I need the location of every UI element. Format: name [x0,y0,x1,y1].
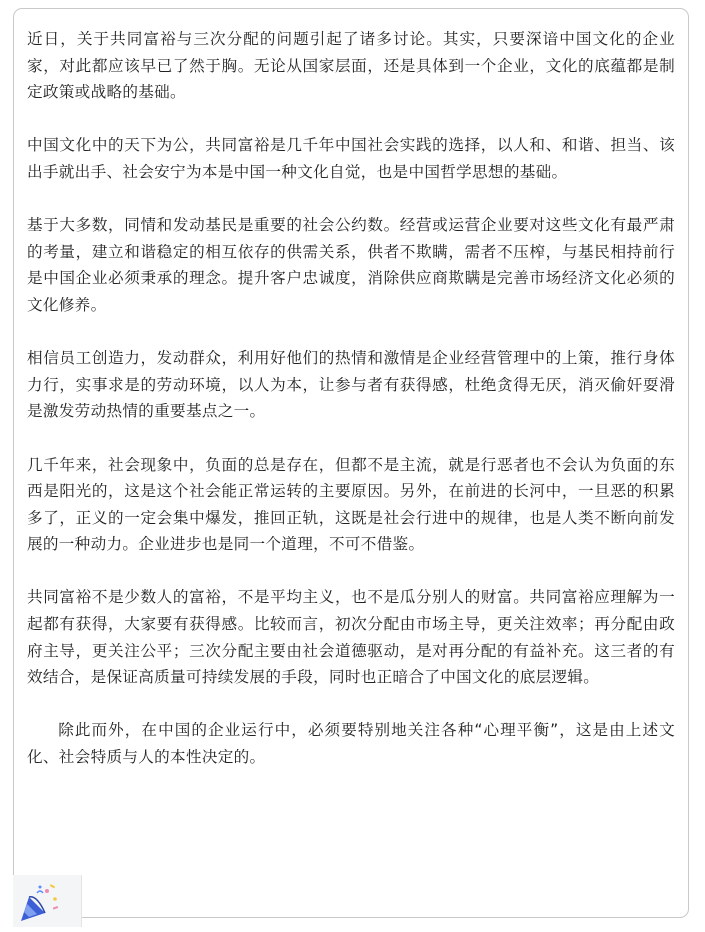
article-paragraph-1: 近日，关于共同富裕与三次分配的问题引起了诸多讨论。其实，只要深谙中国文化的企业家，对此都应该早已了然于胸。无论从国家层面，还是具体到一个企业，文化的底蕴都是制定政策或战略的基础。 [27,30,675,102]
article-paragraph-2: 中国文化中的天下为公，共同富裕是几千年中国社会实践的选择，以人和、和谐、担当、该出手就出手、社会安宁为本是中国一种文化自觉，也是中国哲学思想的基础。 [27,136,675,181]
article-paragraph-4: 相信员工创造力，发动群众，利用好他们的热情和激情是企业经营管理中的上策，推行身体力行，实事求是的劳动环境，以人为本，让参与者有获得感，杜绝贪得无厌，消灭偷奸耍滑是激发劳动热情的重要基点之一。 [27,349,675,421]
article-paragraph-7: 除此而外，在中国的企业运行中，必须要特别地关注各种“心理平衡”，这是由上述文化、社会特质与人的本性决定的。 [27,721,675,767]
article-paragraph-5: 几千年来，社会现象中，负面的总是存在，但都不是主流，就是行恶者也不会认为负面的东西是阳光的，这是这个社会能正常运转的主要原因。另外，在前进的长河中，一旦恶的积累多了，正义的一定会集中爆发，推回正轨，这既是社会行进中的规律，也是人类不断向前发展的一种动力。企业进步也是同一个道理，不可不借鉴。 [27,455,675,554]
article-body [27,26,675,797]
party-popper-icon [17,881,63,925]
article-paragraph-3: 基于大多数，同情和发动基民是重要的社会公约数。经营或运营企业要对这些文化有最严肃的考量，建立和谐稳定的相互依存的供需关系，供者不欺瞒，需者不压榨，与基民相持前行是中国企业必须秉承的理念。提升客户忠诚度，消除供应商欺瞒是完善市场经济文化必须的文化修养。 [27,216,675,314]
celebration-widget[interactable] [13,875,82,927]
article-paragraph-6: 共同富裕不是少数人的富裕，不是平均主义，也不是瓜分别人的财富。共同富裕应理解为一起都有获得，大家要有获得感。比较而言，初次分配由市场主导，更关注效率；再分配由政府主导，更关注公平；三次分配主要由社会道德驱动，是对再分配的有益补充。这三者的有效结合，是保证高质量可持续发展的手段，同时也正暗合了中国文化的底层逻辑。 [27,588,675,687]
